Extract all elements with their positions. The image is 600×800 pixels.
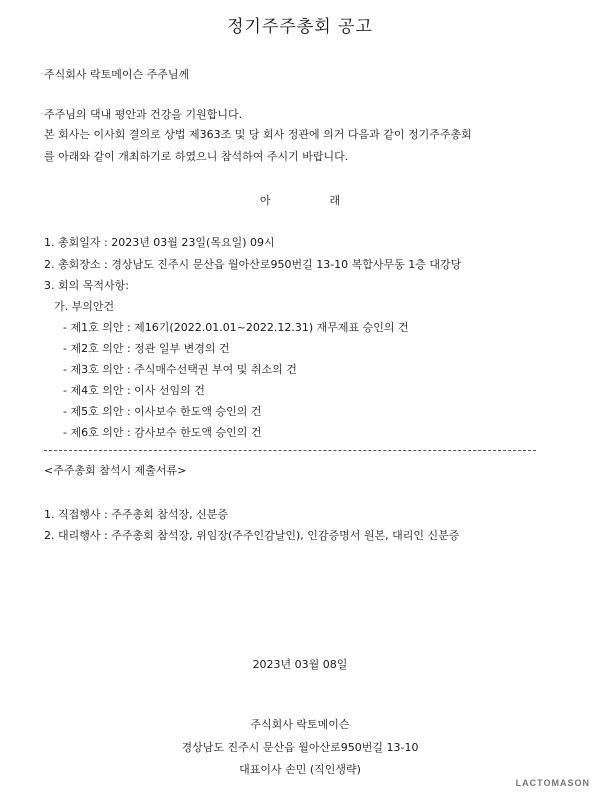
document-item: 1. 직접행사 : 주주총회 참석장, 신분증 [44,508,228,521]
agenda-item: - 제6호 의안 : 감사보수 한도액 승인의 건 [63,426,262,439]
dashed-divider [44,450,536,451]
intro-line-2: 를 아래와 같이 개최하기로 하였으니 참석하여 주시기 바랍니다. [44,150,349,163]
meeting-purpose: 3. 회의 목적사항: [44,279,129,292]
section-heading [0,192,600,208]
agenda-item: - 제5호 의안 : 이사보수 한도액 승인의 건 [63,405,262,418]
intro-line-1: 본 회사는 이사회 결의로 상법 제363조 및 당 회사 정관에 의거 다음과 같이 정기주주총회 [44,128,472,141]
company-logo: LACTOMASON [515,778,590,788]
meeting-place: 2. 총회장소 : 경상남도 진주시 문산읍 월아산로950번길 13-10 복합사무동 1층 대강당 [44,258,462,271]
greeting: 주주님의 댁내 평안과 건강을 기원합니다. [44,108,243,121]
agenda-item: - 제3호 의안 : 주식매수선택권 부여 및 취소의 건 [63,363,297,376]
section-heading-left: 아 [259,194,271,207]
meeting-date: 1. 총회일자 : 2023년 03월 23일(목요일) 09시 [44,236,275,249]
section-heading-right: 래 [329,194,341,207]
company-name: 주식회사 락토메이슨 [250,718,350,731]
notice-date: 2023년 03월 08일 [252,658,348,671]
company-address: 경상남도 진주시 문산읍 월아산로950번길 13-10 [181,741,419,754]
agenda-item: - 제2호 의안 : 정관 일부 변경의 건 [63,342,230,355]
document-item: 2. 대리행사 : 주주총회 참석장, 위임장(주주인감날인), 인감증명서 원본, 대리인 신분증 [44,529,460,542]
agenda-item: - 제1호 의안 : 제16기(2022.01.01~2022.12.31) 재무제표 승인의 건 [63,321,409,334]
agenda-item: - 제4호 의안 : 이사 선임의 건 [63,384,205,397]
salutation: 주식회사 락토메이슨 주주님께 [44,68,190,81]
page-title: 정기주주총회 공고 [227,17,373,37]
documents-heading: <주주총회 참석시 제출서류> [44,464,187,477]
agenda-subheading: 가. 부의안건 [54,300,115,313]
representative: 대표이사 손민 (직인생략) [239,763,361,776]
